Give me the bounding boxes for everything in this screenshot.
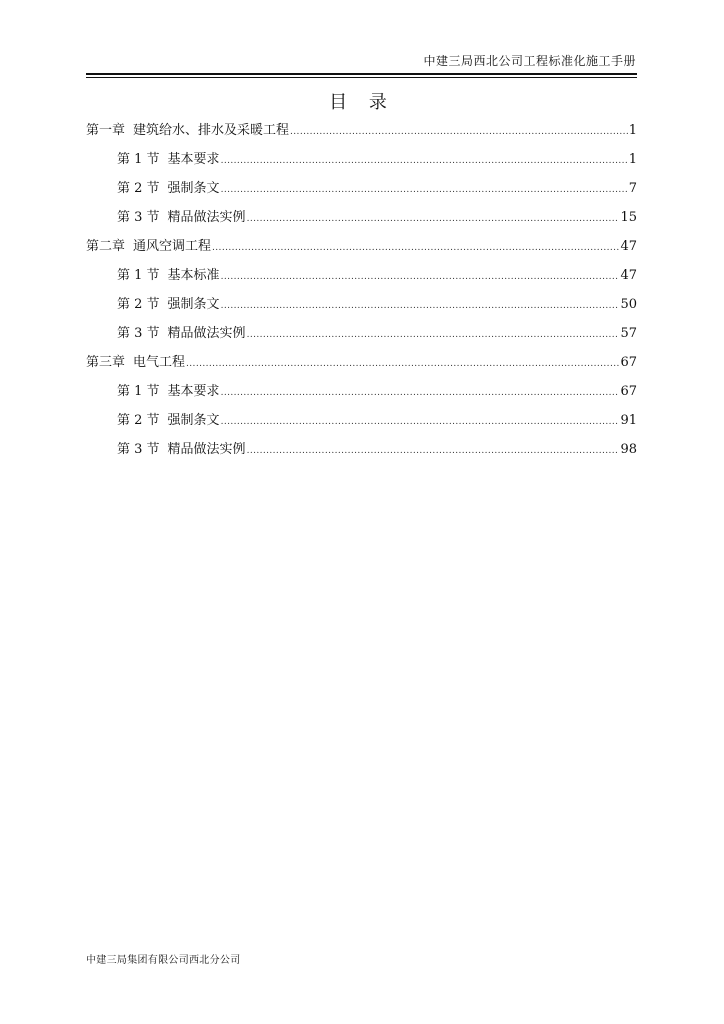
toc-entry-page: 57 (620, 326, 637, 341)
toc-leader-dots (221, 292, 620, 321)
toc-heading: 目 录 (329, 92, 395, 113)
toc-entry[interactable] (86, 290, 637, 319)
toc-leader-dots (212, 234, 619, 263)
toc-entry[interactable] (86, 348, 637, 377)
toc-leader-dots (290, 118, 628, 147)
toc-entry-number: 第 1 节 (117, 268, 160, 283)
toc-entry-number: 第一章 (86, 123, 126, 138)
toc-entry-number: 第 1 节 (117, 384, 160, 399)
toc-entry-page: 1 (628, 152, 637, 167)
toc-leader-dots (221, 263, 620, 292)
toc-entry-number: 第二章 (86, 239, 126, 254)
toc-entry[interactable] (86, 203, 637, 232)
toc-entry-number: 第 2 节 (117, 297, 160, 312)
toc-entry-page: 91 (620, 413, 637, 428)
toc-entry-title: 建筑给水、排水及采暖工程 (133, 123, 290, 138)
toc-entry-title: 强制条文 (167, 181, 220, 196)
toc-entry-title: 电气工程 (133, 355, 186, 370)
toc-entry-title: 精品做法实例 (167, 326, 246, 341)
footer-organization: 中建三局集团有限公司西北分公司 (86, 955, 241, 966)
toc-entry[interactable] (86, 435, 637, 464)
header-rule-thin (86, 77, 637, 78)
toc-leader-dots (247, 205, 620, 234)
document-header-title: 中建三局西北公司工程标准化施工手册 (423, 54, 636, 68)
toc-entry-number: 第 2 节 (117, 413, 160, 428)
toc-leader-dots (186, 350, 619, 379)
toc-entry-title: 基本要求 (167, 152, 220, 167)
toc-entry-title: 通风空调工程 (133, 239, 212, 254)
toc-entry-number: 第三章 (86, 355, 126, 370)
toc-entry-number: 第 3 节 (117, 326, 160, 341)
toc-entry-title: 精品做法实例 (167, 442, 246, 457)
toc-entry-page: 67 (620, 355, 637, 370)
toc-entry[interactable] (86, 174, 637, 203)
toc-entry[interactable] (86, 145, 637, 174)
toc-entry-page: 15 (620, 210, 637, 225)
toc-entry-page: 47 (620, 268, 637, 283)
toc-entry[interactable] (86, 406, 637, 435)
toc-entry[interactable] (86, 377, 637, 406)
table-of-contents (86, 116, 637, 464)
toc-entry-page: 50 (620, 297, 637, 312)
toc-entry[interactable] (86, 232, 637, 261)
toc-leader-dots (221, 408, 620, 437)
toc-entry[interactable] (86, 319, 637, 348)
toc-entry[interactable] (86, 116, 637, 145)
toc-entry-number: 第 1 节 (117, 152, 160, 167)
toc-leader-dots (221, 147, 628, 176)
toc-leader-dots (221, 176, 628, 205)
toc-leader-dots (247, 437, 620, 466)
toc-leader-dots (247, 321, 620, 350)
toc-entry-number: 第 3 节 (117, 210, 160, 225)
toc-entry-title: 强制条文 (167, 297, 220, 312)
toc-entry-page: 98 (620, 442, 637, 457)
toc-entry-title: 基本要求 (167, 384, 220, 399)
toc-entry-page: 47 (620, 239, 637, 254)
toc-entry[interactable] (86, 261, 637, 290)
toc-entry-number: 第 3 节 (117, 442, 160, 457)
toc-entry-title: 精品做法实例 (167, 210, 246, 225)
toc-entry-title: 强制条文 (167, 413, 220, 428)
toc-entry-page: 67 (620, 384, 637, 399)
toc-entry-number: 第 2 节 (117, 181, 160, 196)
header-rule-thick (86, 73, 637, 75)
toc-entry-page: 1 (628, 123, 637, 138)
toc-leader-dots (221, 379, 620, 408)
toc-entry-title: 基本标准 (167, 268, 220, 283)
toc-entry-page: 7 (628, 181, 637, 196)
